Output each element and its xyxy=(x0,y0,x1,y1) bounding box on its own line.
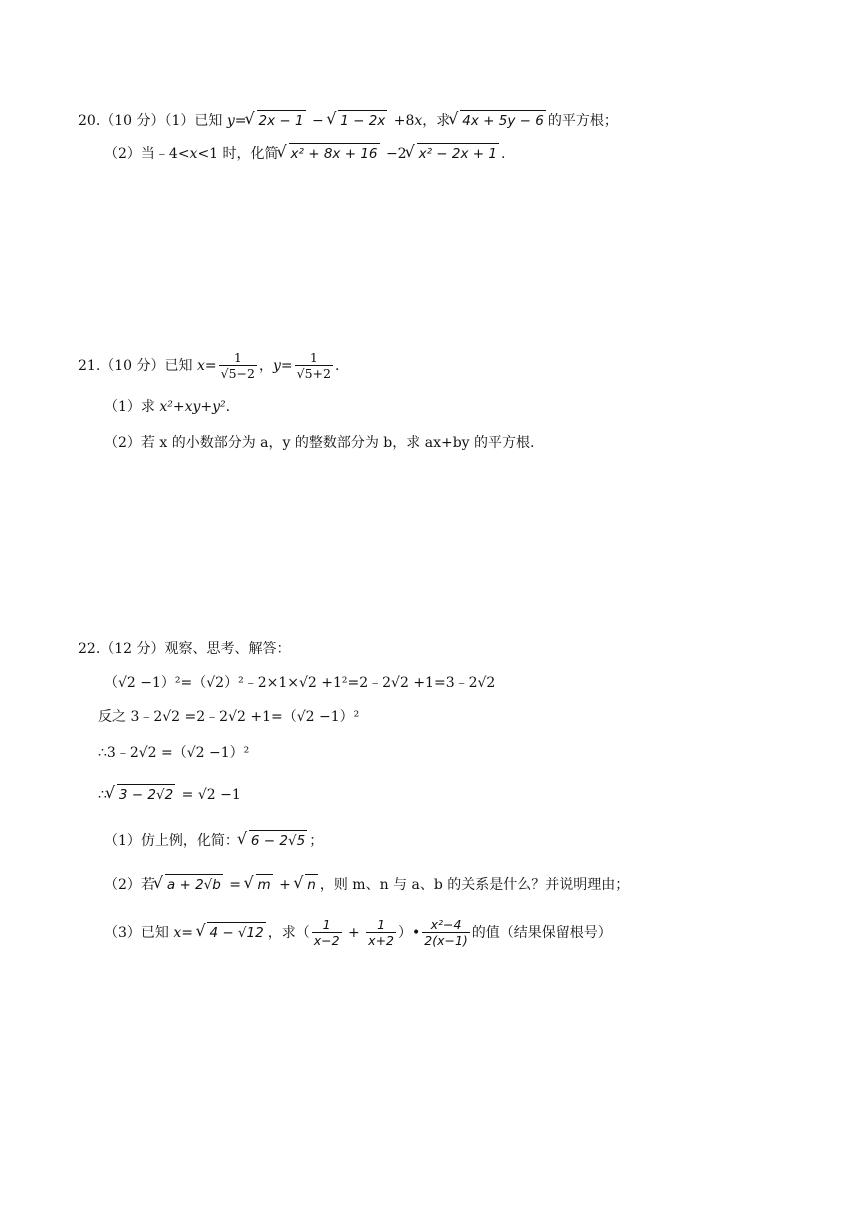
period: . xyxy=(225,399,231,415)
sqrt-symbol xyxy=(328,110,387,132)
frac-numerator: 1 xyxy=(322,917,331,932)
q20-radicand-4: x² + 8x + 16 xyxy=(289,143,380,163)
frac-denominator: √5−2 xyxy=(220,366,255,381)
period: . xyxy=(334,358,340,374)
q20-y-eq: y= xyxy=(226,113,247,129)
q20-part2-a: （2）当﹣4< xyxy=(104,146,190,162)
plus-sign: + xyxy=(274,877,296,893)
q21-y-eq: y= xyxy=(272,358,293,374)
q21-part2-text: （2）若 x 的小数部分为 a，y 的整数部分为 b，求 ax+by 的平方根. xyxy=(104,435,535,451)
q22-part3-tail: 的值（结果保留根号） xyxy=(471,925,612,941)
q22-part2-tail: ，则 m、n 与 a、b 的关系是什么？并说明理由； xyxy=(319,877,630,893)
q22-header-text: 22.（12 分）观察、思考、解答： xyxy=(78,641,291,657)
q22-line1 xyxy=(104,672,495,694)
sqrt-symbol xyxy=(239,830,307,852)
sqrt-symbol xyxy=(197,916,265,950)
q20-radicand-2: 1 − 2x xyxy=(338,110,387,130)
frac-denominator: √5+2 xyxy=(296,366,331,381)
frac-numerator: x²−4 xyxy=(430,917,462,932)
semicolon: ； xyxy=(309,833,324,849)
q22-part1 xyxy=(104,830,323,852)
q21-x-eq: x= xyxy=(196,358,217,374)
q22-part3-ask: ，求（ xyxy=(267,925,310,941)
q22-part2-radicand-1: a + 2√b xyxy=(165,874,223,894)
sqrt-symbol xyxy=(246,874,273,896)
q21-part1-label: （1）求 xyxy=(104,399,160,415)
q22-part3-x-eq: x= xyxy=(173,925,198,941)
q21-part1-expr: x²+xy+y² xyxy=(159,399,226,415)
q21-part1 xyxy=(104,396,230,418)
q22-part3-radicand: 4 − √12 xyxy=(207,922,265,942)
therefore-symbol: ∴ xyxy=(98,787,107,803)
q22-line2 xyxy=(98,706,359,728)
q22-line4-radicand: 3 − 2√2 xyxy=(117,784,175,804)
q20-radicand-5: x² − 2x + 1 xyxy=(417,143,499,163)
q20-line1 xyxy=(78,110,618,132)
q22-part2-radicand-2: m xyxy=(256,874,273,894)
frac-denominator: 2(x−1) xyxy=(424,933,468,948)
sqrt-symbol xyxy=(107,784,175,806)
q22-line3 xyxy=(98,742,249,764)
q20-minus2: −2 xyxy=(381,146,407,162)
equals-sign: = xyxy=(224,877,246,893)
q22-header xyxy=(78,638,291,660)
q21-fraction-x xyxy=(219,351,257,381)
frac-denominator: x+2 xyxy=(368,933,394,948)
q22-part1-label: （1）仿上例，化简： xyxy=(104,833,239,849)
sqrt-symbol xyxy=(295,874,318,896)
q22-part3-close: ）• xyxy=(398,925,421,941)
q22-part2 xyxy=(104,874,629,896)
q22-part3-fraction-1 xyxy=(312,918,342,948)
q20-header: 20.（10 分）（1）已知 xyxy=(78,113,227,129)
q21-part2 xyxy=(104,432,534,454)
q21-fraction-y xyxy=(295,351,333,381)
q22-part2-label: （2）若 xyxy=(104,877,155,893)
comma: ， xyxy=(258,358,273,374)
q22-observe-line2: 反之 3﹣2√2 =2﹣2√2 +1=（√2 −1）² xyxy=(98,709,360,725)
q22-part3-label: （3）已知 xyxy=(104,925,174,941)
frac-numerator: 1 xyxy=(377,917,386,932)
frac-numerator: 1 xyxy=(233,350,242,365)
q21-header: 21.（10 分）已知 xyxy=(78,358,197,374)
plus-sign: + xyxy=(343,925,365,941)
q20-x: x xyxy=(189,146,198,162)
q22-part3-fraction-3 xyxy=(422,918,470,948)
frac-numerator: 1 xyxy=(309,350,318,365)
q20-x: x xyxy=(414,113,423,129)
sqrt-symbol xyxy=(155,874,223,896)
q22-part3-fraction-2 xyxy=(366,918,396,948)
q20-plus8: +8 xyxy=(389,113,415,129)
sqrt-symbol xyxy=(247,110,306,132)
q22-line4-rhs: = √2 −1 xyxy=(177,787,241,803)
q20-part2-b: <1 时，化简 xyxy=(197,146,279,162)
period: . xyxy=(500,146,506,162)
q22-observe-line1: （√2 −1）²=（√2）²﹣2×1×√2 +1²=2﹣2√2 +1=3﹣2√2 xyxy=(104,675,496,691)
q20-tail: 的平方根； xyxy=(547,113,618,129)
sqrt-symbol xyxy=(407,143,499,165)
minus-sign: − xyxy=(307,113,329,129)
q22-part2-radicand-3: n xyxy=(305,874,318,894)
q22-line4 xyxy=(98,784,241,806)
q20-line2 xyxy=(104,143,505,165)
q21-line1 xyxy=(78,350,339,382)
frac-denominator: x−2 xyxy=(313,933,340,948)
q22-part1-radicand: 6 − 2√5 xyxy=(249,830,307,850)
q22-part3 xyxy=(104,916,612,950)
q20-radicand-3: 4x + 5y − 6 xyxy=(460,110,546,130)
q20-ask: ，求 xyxy=(422,113,451,129)
q22-observe-line3: ∴3﹣2√2 =（√2 −1）² xyxy=(98,745,250,761)
q20-radicand-1: 2x − 1 xyxy=(257,110,306,130)
sqrt-symbol xyxy=(450,110,546,132)
sqrt-symbol xyxy=(279,143,380,165)
